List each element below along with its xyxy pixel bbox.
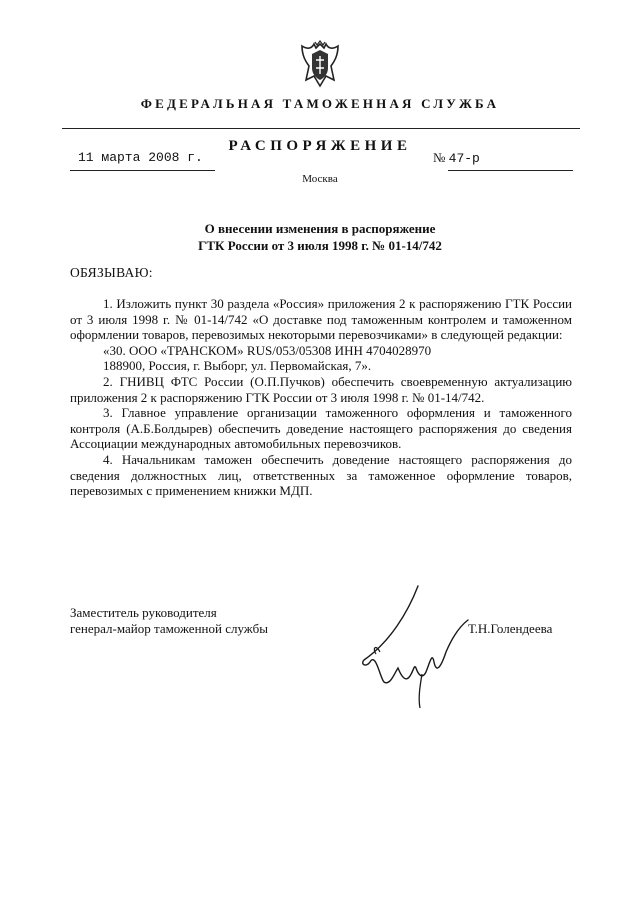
signer-name: Т.Н.Голендеева <box>468 621 553 636</box>
document-date: 11 марта 2008 г. <box>78 150 203 165</box>
item-3: 3. Главное управление организации таможенного оформления и таможенного контроля (А.Б.Болдырев) обеспечить доведение настоящего распоряжения до сведения Ассоциации международных автомобильных перевозчиков. <box>70 405 572 452</box>
signer-position <box>70 605 268 637</box>
item-1-entry-line-b: 188900, Россия, г. Выборг, ул. Первомайская, 7». <box>103 358 372 374</box>
item-2: 2. ГНИВЦ ФТС России (О.П.Пучков) обеспечить своевременную актуализацию приложения 2 к распоряжению ГТК России от 3 июля 1998 г. № 01-14/742. <box>70 373 572 405</box>
header-divider <box>62 128 580 129</box>
handwritten-signature-icon <box>350 582 480 712</box>
number-value: 47-р <box>448 151 480 166</box>
agency-name: ФЕДЕРАЛЬНАЯ ТАМОЖЕННАЯ СЛУЖБА <box>140 96 500 111</box>
document-number <box>433 150 480 166</box>
title-line-2: ГТК России от 3 июля 1998 г. № 01-14/742 <box>198 238 442 253</box>
double-headed-eagle-emblem-icon <box>298 40 342 92</box>
signer-position-line-1: Заместитель руководителя <box>70 605 217 620</box>
item-1-entry-line-a: «30. ООО «ТРАНСКОМ» RUS/053/05308 ИНН 4704028970 <box>103 342 432 358</box>
document-title <box>90 220 550 254</box>
item-1: 1. Изложить пункт 30 раздела «Россия» приложения 2 к распоряжению ГТК России от 3 июля 1998 г. № 01-14/742 «О доставке под таможенным контролем и таможенном оформлении товаров, перевозимых некоторыми перевозчиками» в следующей редакции: <box>70 296 572 343</box>
document-type: РАСПОРЯЖЕНИЕ <box>228 138 412 154</box>
title-line-1: О внесении изменения в распоряжение <box>204 221 436 236</box>
date-underline <box>70 170 215 171</box>
item-4: 4. Начальникам таможен обеспечить доведение настоящего распоряжения до сведения должностных лиц, ответственных за таможенное оформление товаров, перевозимых с применением книжки МДП. <box>70 451 572 499</box>
order-word: ОБЯЗЫВАЮ: <box>70 265 153 280</box>
document-place: Москва <box>302 173 338 185</box>
document-body <box>70 296 572 499</box>
number-underline <box>448 170 573 171</box>
number-sign: № <box>433 150 446 165</box>
signer-position-line-2: генерал-майор таможенной службы <box>70 621 268 636</box>
